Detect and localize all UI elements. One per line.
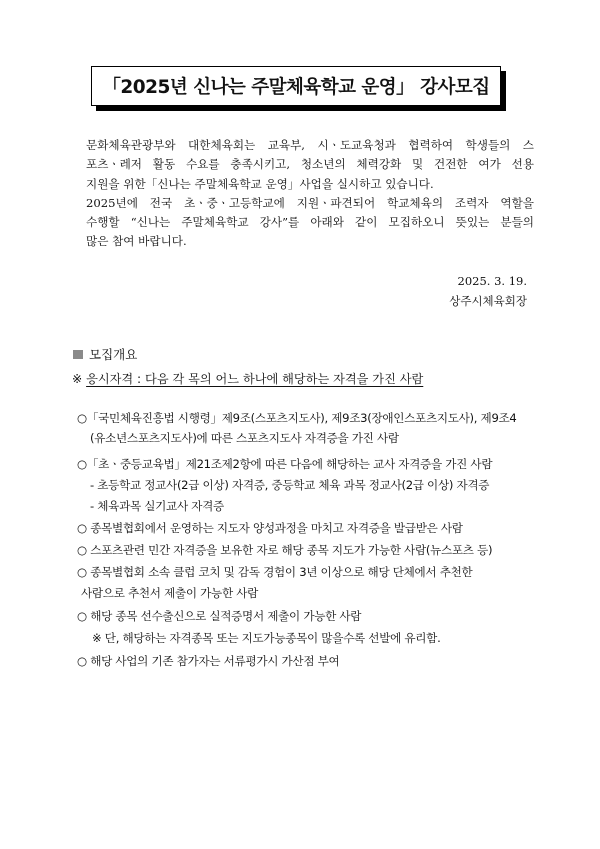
intro-line: 지원을 위한「신나는 주말체육학교 운영」사업을 실시하고 있습니다. <box>86 176 434 191</box>
organization-name: 상주시체육회장 <box>449 294 527 308</box>
section-heading <box>73 345 137 363</box>
qualification-text: 응시자격 : 다음 각 목의 어느 하나에 해당하는 자격을 가진 사람 <box>86 372 424 386</box>
page-title: 「2025년 신나는 주말체육학교 운영」 강사모집 <box>102 77 490 98</box>
intro-line: 수행할 “신나는 주말체육학교 강사”를 아래와 같이 모집하오니 뜻있는 분들의 <box>86 215 534 230</box>
title-box <box>91 66 501 106</box>
intro-line: 포츠ㆍ레저 활동 수요를 충족시키고, 청소년의 체력강화 및 건전한 여가 선용 <box>86 157 534 172</box>
list-item: ○ 종목별협회에서 운영하는 지도자 양성과정을 마치고 자격증을 발급받은 사람 <box>77 521 463 535</box>
intro-line: 2025년에 전국 초ㆍ중ㆍ고등학교에 지원ㆍ파견되어 학교체육의 조력자 역할을 <box>86 195 534 210</box>
qualification-line <box>72 370 423 387</box>
list-item: ○ 해당 사업의 기존 참가자는 서류평가시 가산점 부여 <box>77 654 340 668</box>
intro-paragraph <box>86 136 534 252</box>
section-title: 모집개요 <box>89 347 138 362</box>
list-item: ○「국민체육진흥법 시행령」제9조(스포츠지도사), 제9조3(장애인스포츠지도사), 제9조4 <box>77 411 517 425</box>
list-item: ○ 스포츠관련 민간 자격증을 보유한 자로 해당 종목 지도가 가능한 사람(뉴스포츠 등) <box>77 543 493 557</box>
intro-line: 문화체육관광부와 대한체육회는 교육부, 시ㆍ도교육청과 협력하여 학생들의 스 <box>86 138 534 152</box>
document-date: 2025. 3. 19. <box>457 274 527 288</box>
list-item-continuation: 사람으로 추천서 제출이 가능한 사람 <box>81 586 259 600</box>
intro-line: 많은 참여 바랍니다. <box>86 234 187 249</box>
list-item: ○ 해당 종목 선수출신으로 실적증명서 제출이 가능한 사람 <box>77 609 362 623</box>
reference-mark: ※ <box>72 372 87 386</box>
sub-item: - 체육과목 실기교사 자격증 <box>90 499 224 513</box>
sub-item: - 초등학교 정교사(2급 이상) 자격증, 중등학교 체육 과목 정교사(2급 이상) 자격증 <box>90 478 490 492</box>
list-item: ○ 종목별협회 소속 클럽 코치 및 감독 경험이 3년 이상으로 해당 단체에서 추천한 <box>77 565 473 579</box>
list-item: ○「초ㆍ중등교육법」제21조제2항에 따른 다음에 해당하는 교사 자격증을 가진 사람 <box>77 457 493 471</box>
note-item: ※ 단, 해당하는 자격종목 또는 지도가능종목이 많을수록 선발에 유리함. <box>92 631 441 645</box>
square-bullet-icon <box>73 350 83 359</box>
list-item-continuation: (유소년스포츠지도사)에 따른 스포츠지도사 자격증을 가진 사람 <box>90 431 399 445</box>
